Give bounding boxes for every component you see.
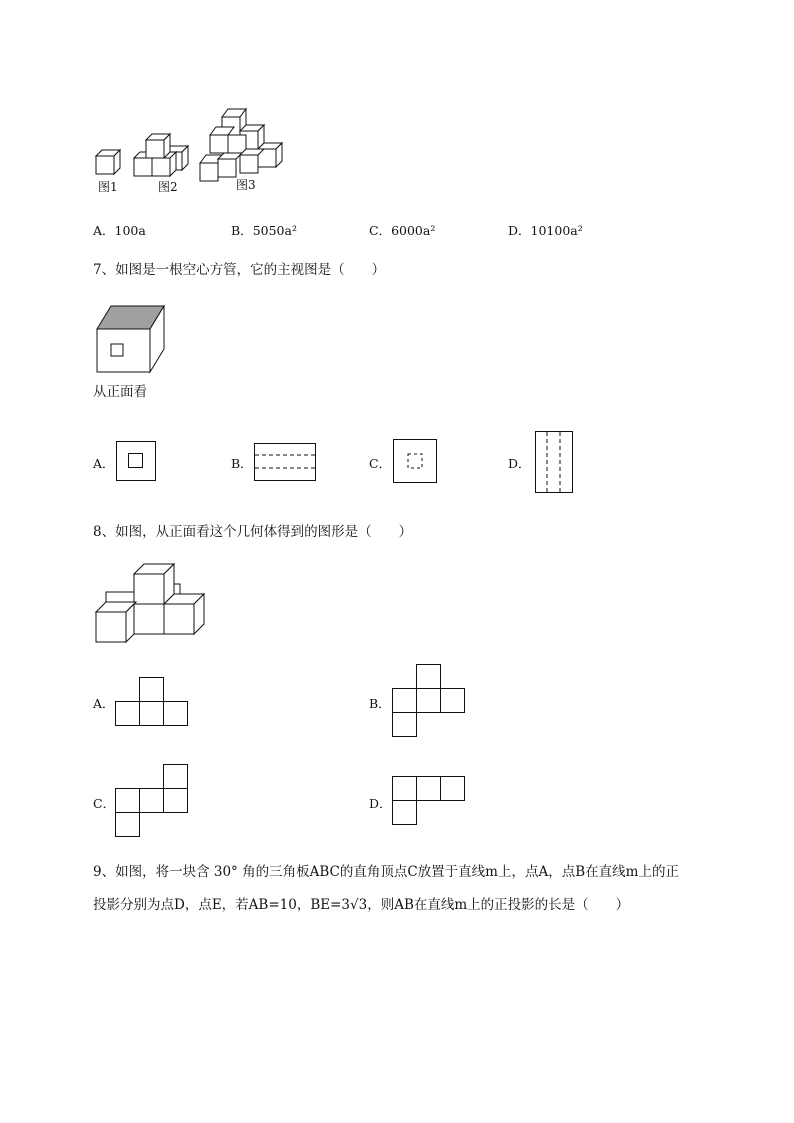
q7-stem: 7、如图是一根空心方管，它的主视图是（ ） xyxy=(93,262,386,278)
q8-option-c-figure[interactable] xyxy=(115,764,193,842)
option-letter: D． xyxy=(508,223,531,238)
q8-solid-figure xyxy=(92,562,207,644)
q9-stem-line-1: 9、如图，将一块含 30° 角的三角板ABC的直角顶点C放置于直线m上，点A，点B在直线m上的正 xyxy=(93,864,679,880)
q7-option-c-label[interactable]: C． xyxy=(369,456,392,471)
q8-option-b-figure[interactable] xyxy=(392,664,470,742)
q8-option-d-label[interactable]: D． xyxy=(369,796,392,811)
option-text: 5050a² xyxy=(252,223,297,238)
q7-option-a-figure[interactable] xyxy=(116,441,158,483)
q8-option-a-figure[interactable] xyxy=(115,677,191,729)
q6-option-b[interactable] xyxy=(231,221,297,239)
q7-option-b-figure[interactable] xyxy=(254,443,318,483)
q6-option-d[interactable] xyxy=(508,221,583,239)
option-text: 100a xyxy=(114,223,146,238)
q7-option-d-figure[interactable] xyxy=(535,431,575,495)
q7-option-b-label[interactable]: B． xyxy=(231,456,253,471)
q8-option-a-label[interactable]: A． xyxy=(93,696,115,711)
q7-option-d-label[interactable]: D． xyxy=(508,456,531,471)
figure-3-label: 图3 xyxy=(236,178,256,192)
q9-stem-line-2: 投影分别为点D，点E，若AB=10，BE=3√3，则AB在直线m上的正投影的长是（ ） xyxy=(93,897,630,913)
q6-figure-1 xyxy=(90,145,130,180)
q6-figure-3 xyxy=(196,104,292,184)
figure-1-label: 图1 xyxy=(98,180,118,194)
q8-option-d-figure[interactable] xyxy=(392,776,470,830)
option-text: 10100a² xyxy=(530,223,583,238)
q6-option-c[interactable] xyxy=(369,221,435,239)
q7-hollow-tube-figure xyxy=(92,302,172,377)
option-letter: B． xyxy=(231,223,253,238)
figure-2-label: 图2 xyxy=(158,180,178,194)
option-text: 6000a² xyxy=(391,223,436,238)
q7-option-c-figure[interactable] xyxy=(393,439,439,485)
q7-option-a-label[interactable]: A． xyxy=(93,456,115,471)
q8-option-c-label[interactable]: C． xyxy=(93,796,116,811)
q7-caption: 从正面看 xyxy=(93,384,147,400)
option-letter: C． xyxy=(369,223,392,238)
q6-option-a[interactable] xyxy=(93,221,146,239)
q6-figure-2 xyxy=(130,125,200,180)
q8-stem: 8、如图，从正面看这个几何体得到的图形是（ ） xyxy=(93,524,413,540)
option-letter: A． xyxy=(93,223,115,238)
q8-option-b-label[interactable]: B． xyxy=(369,696,391,711)
